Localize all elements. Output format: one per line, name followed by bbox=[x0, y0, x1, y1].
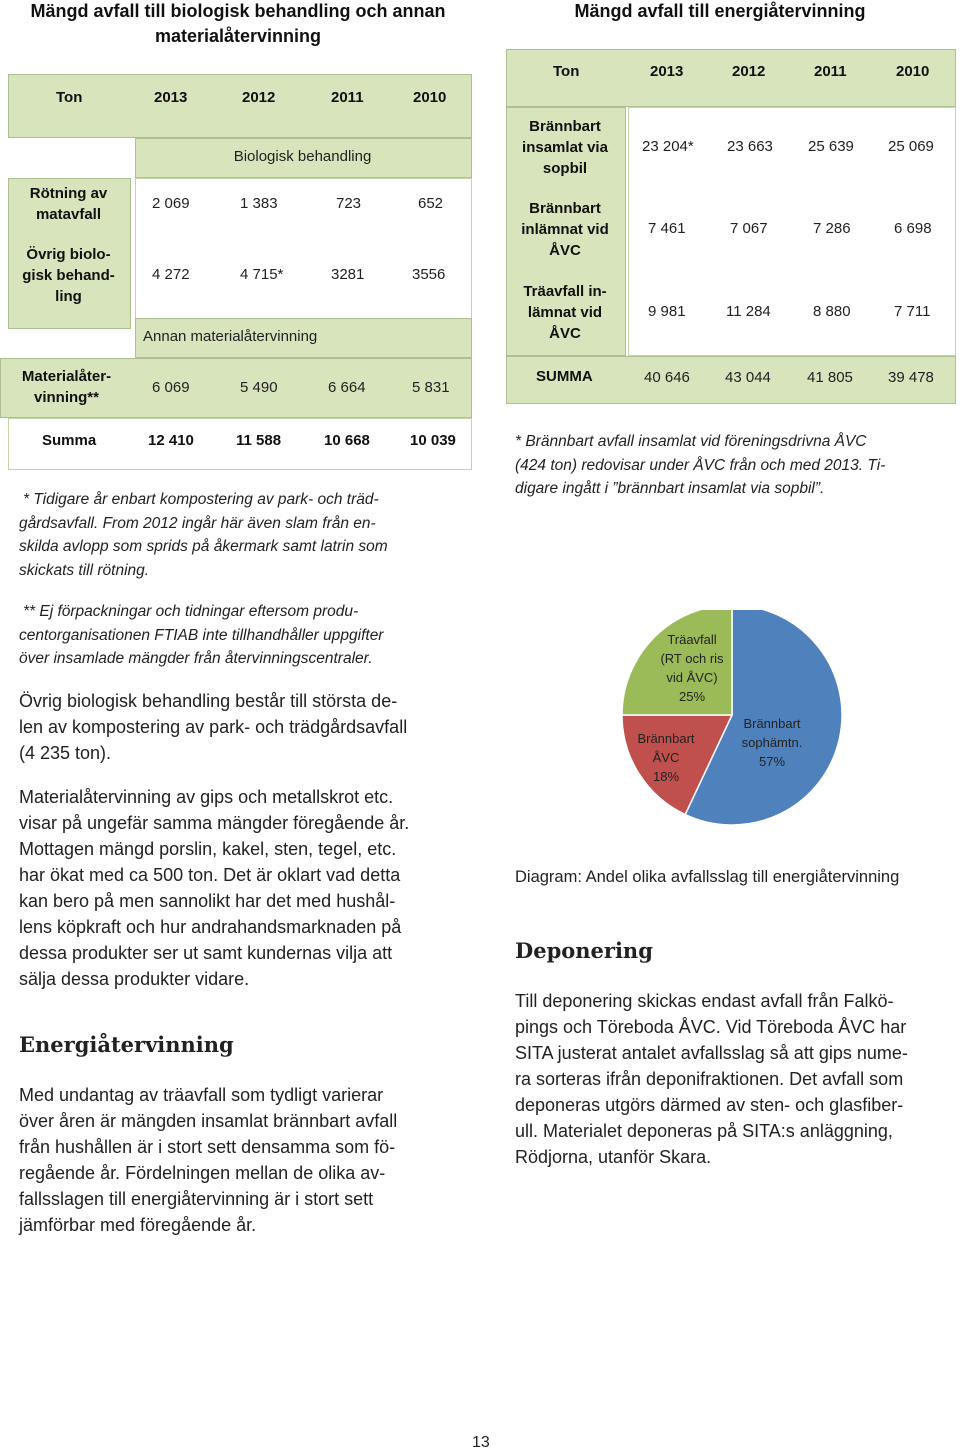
left-header-2010: 2010 bbox=[413, 89, 447, 106]
left-header-2011: 2011 bbox=[331, 89, 364, 106]
row-tra-2013: 9 981 bbox=[648, 303, 686, 320]
paragraph-ovrig-bio: Övrig biologisk behandling består till största de- len av kompostering av park- och trädgårdsavfall (4 235 ton). bbox=[19, 691, 408, 763]
right-header-2011: 2011 bbox=[814, 63, 847, 80]
row-ovrig-2012: 4 715* bbox=[240, 266, 284, 283]
row-ovrig-2010: 3556 bbox=[412, 266, 446, 283]
right-sum-2012: 43 044 bbox=[725, 369, 771, 386]
row-avc-2013: 7 461 bbox=[648, 220, 686, 237]
row-rotning-2011: 723 bbox=[336, 195, 362, 212]
row-rotning-2013: 2 069 bbox=[152, 195, 190, 212]
left-footnote-2: ** Ej förpackningar och tidningar eftersom produ- centorganisationen FTIAB inte tillhandhåller uppgifter över insamlade mängder från återvinningscentraler. bbox=[19, 603, 384, 667]
left-header-2013: 2013 bbox=[154, 89, 188, 106]
right-table-title: Mängd avfall till energiåtervinning bbox=[574, 1, 866, 21]
right-header-2012: 2012 bbox=[732, 63, 766, 80]
row-sopbil-2012: 23 663 bbox=[727, 138, 773, 155]
row-avc-2011: 7 286 bbox=[813, 220, 851, 237]
row-tra-2011: 8 880 bbox=[813, 303, 851, 320]
row-sum-2012: 11 588 bbox=[236, 432, 282, 449]
left-table-title: Mängd avfall till biologisk behandling och annan materialåtervinning bbox=[30, 1, 446, 46]
row-rotning-2012: 1 383 bbox=[240, 195, 278, 212]
pie-label-sophamtn: Brännbart sophämtn. 57% bbox=[741, 716, 803, 769]
paragraph-deponering: Till deponering skickas endast avfall från Falkö- pings och Töreboda ÅVC. Vid Töreboda ÅVC har SITA justerat antalet avfallsslag så att gips nume- ra sorteras ifrån deponifraktionen. Det avfall som deponeras utgörs därmed av sten- och glasfiber- ull. Materialet deponeras på SITA:s anläggning, Rödjorna, utanför Skara. bbox=[515, 991, 908, 1167]
right-header-2013: 2013 bbox=[650, 63, 684, 80]
row-sopbil-2010: 25 069 bbox=[888, 138, 934, 155]
page-number: 13 bbox=[472, 1434, 490, 1451]
row-sum-2010: 10 039 bbox=[410, 432, 456, 449]
row-avc-2010: 6 698 bbox=[894, 220, 932, 237]
pie-label-travfall: Träavfall (RT och ris vid ÅVC) 25% bbox=[660, 632, 724, 704]
row-ovrig-2011: 3281 bbox=[331, 266, 365, 283]
right-sum-label: SUMMA bbox=[536, 368, 593, 385]
right-sum-2011: 41 805 bbox=[807, 369, 853, 386]
heading-deponering: Deponering bbox=[515, 938, 653, 963]
row-sum-2011: 10 668 bbox=[324, 432, 370, 449]
row-avc-2012: 7 067 bbox=[730, 220, 768, 237]
row-mat-2013: 6 069 bbox=[152, 379, 190, 396]
row-mat-2011: 6 664 bbox=[328, 379, 366, 396]
pie-label-avc: Brännbart ÅVC 18% bbox=[637, 731, 695, 784]
left-header-ton: Ton bbox=[56, 89, 83, 106]
right-sum-2010: 39 478 bbox=[888, 369, 934, 386]
heading-energiatervinning: Energiåtervinning bbox=[19, 1032, 234, 1057]
row-tra-2012: 11 284 bbox=[726, 303, 771, 320]
section-mat-label: Annan materialåtervinning bbox=[143, 328, 318, 345]
row-sopbil-2013: 23 204* bbox=[642, 138, 694, 155]
row-rotning-label: Rötning av matavfall bbox=[29, 185, 108, 223]
right-header-ton: Ton bbox=[553, 63, 580, 80]
right-sum-2013: 40 646 bbox=[644, 369, 690, 386]
left-table-header bbox=[8, 74, 472, 138]
right-header-2010: 2010 bbox=[896, 63, 930, 80]
section-bio-label: Biologisk behandling bbox=[233, 148, 372, 165]
paragraph-materialatervinning: Materialåtervinning av gips och metallskrot etc. visar på ungefär samma mängder föregående år. Mottagen mängd porslin, kakel, sten, tegel, etc. har ökat med ca 500 ton. Det är oklart vad detta kan bero på men sannolikt har det med hushål- lens köpkraft och hur andrahandsmarknaden på dessa produkter ser ut samt kundernas vilja att sälja dessa produkter vidare. bbox=[19, 787, 410, 989]
row-tra-2010: 7 711 bbox=[894, 303, 931, 320]
left-header-2012: 2012 bbox=[242, 89, 276, 106]
row-ovrig-2013: 4 272 bbox=[152, 266, 190, 283]
row-mat-2012: 5 490 bbox=[240, 379, 278, 396]
row-sopbil-label: Brännbart insamlat via sopbil bbox=[522, 118, 608, 177]
row-mat-2010: 5 831 bbox=[412, 379, 450, 396]
row-ovrig-label: Övrig biolo- gisk behand- ling bbox=[22, 246, 115, 305]
row-tra-label: Träavfall in- lämnat vid ÅVC bbox=[523, 283, 607, 342]
energy-pie-chart bbox=[600, 610, 860, 830]
row-mat-label: Materialåter- vinning** bbox=[21, 368, 112, 406]
row-avc-label: Brännbart inlämnat vid ÅVC bbox=[521, 200, 609, 259]
row-sum-2013: 12 410 bbox=[148, 432, 194, 449]
chart-caption: Diagram: Andel olika avfallsslag till energiåtervinning bbox=[515, 868, 900, 886]
row-rotning-2010: 652 bbox=[418, 195, 444, 212]
paragraph-energi: Med undantag av träavfall som tydligt varierar över åren är mängden insamlat brännbart avfall från hushållen är i stort sett densamma som fö- regående år. Fördelningen mellan de olika av- fallsslagen till energiåtervinning är i stort sett jämförbar med föregående år. bbox=[19, 1085, 398, 1235]
right-footnote: * Brännbart avfall insamlat vid föreningsdrivna ÅVC (424 ton) redovisar under ÅVC från och med 2013. Ti- digare ingått i ”brännbart insamlat via sopbil”. bbox=[515, 433, 886, 497]
left-footnote-1: * Tidigare år enbart kompostering av park- och träd- gårdsavfall. From 2012 ingår här även slam från en- skilda avlopp som sprids på åkermark samt latrin som skickats till rötning. bbox=[19, 491, 388, 579]
row-sum-label: Summa bbox=[42, 432, 97, 449]
row-sopbil-2011: 25 639 bbox=[808, 138, 854, 155]
